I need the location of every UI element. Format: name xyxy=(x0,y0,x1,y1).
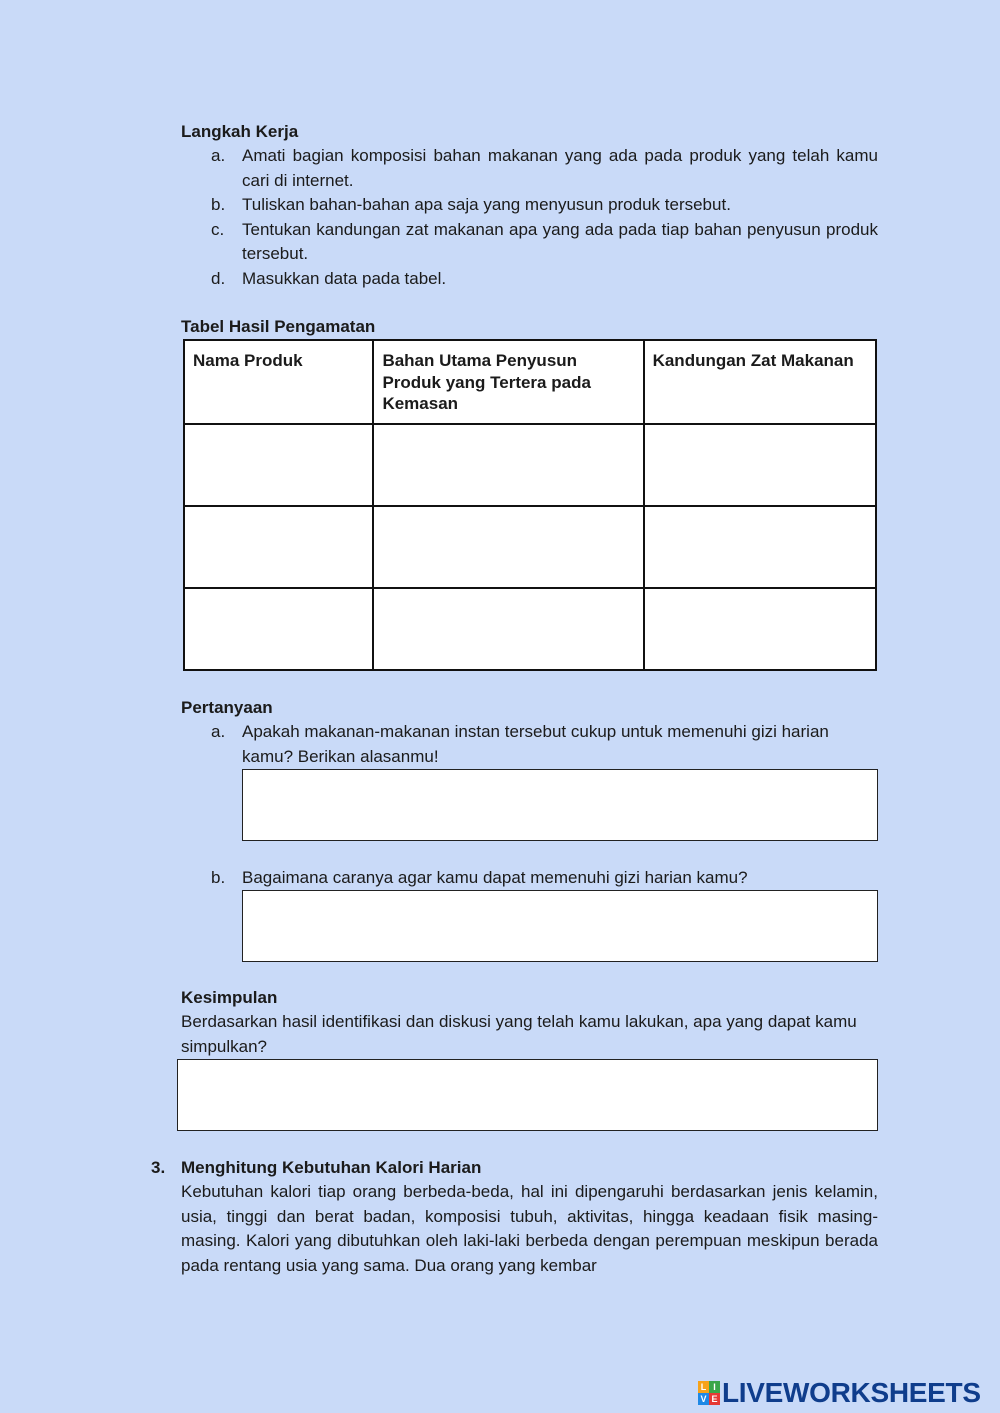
section-number: 3. xyxy=(151,1158,166,1177)
kesimpulan-answer-input[interactable] xyxy=(177,1059,878,1131)
table-cell-input[interactable] xyxy=(373,588,643,670)
logo-letter-v: V xyxy=(698,1393,709,1405)
table-row xyxy=(184,506,876,588)
table-cell-input[interactable] xyxy=(373,506,643,588)
logo-text: LIVEWORKSHEETS xyxy=(722,1377,981,1408)
question-b xyxy=(211,866,878,891)
list-marker: d. xyxy=(211,268,226,288)
table-row xyxy=(184,588,876,670)
section-paragraph: Kebutuhan kalori tiap orang berbeda-beda, hal ini dipengaruhi berdasarkan jenis kelamin, usia, tinggi dan berat badan, komposisi tubuh, aktivitas, hingga keadaan fisik masing-masing. Kalori yang dibutuhkan oleh laki-laki berbeda dengan perempuan meskipun berada pada rentang usia yang sama. Dua orang yang kembar xyxy=(181,1182,878,1275)
liveworksheets-logo xyxy=(698,1378,981,1408)
list-item-text: Tentukan kandungan zat makanan apa yang ada pada tiap bahan penyusun produk tersebut. xyxy=(242,219,878,263)
list-item xyxy=(211,193,878,218)
table-cell-input[interactable] xyxy=(644,588,876,670)
question-a-text: Apakah makanan-makanan instan tersebut cukup untuk memenuhi gizi harian kamu? Berikan alasanmu! xyxy=(242,722,829,766)
kesimpulan-text: Berdasarkan hasil identifikasi dan diskusi yang telah kamu lakukan, apa yang dapat kamu simpulkan? xyxy=(181,1012,857,1056)
table-row xyxy=(184,424,876,506)
list-item xyxy=(211,866,878,891)
table-cell-input[interactable] xyxy=(184,424,373,506)
list-marker: b. xyxy=(211,195,226,214)
list-item-text: Amati bagian komposisi bahan makanan yang ada pada produk yang telah kamu cari di internet. xyxy=(242,146,878,190)
question-a xyxy=(211,720,851,769)
kesimpulan-title: Kesimpulan xyxy=(181,988,278,1007)
question-b-text: Bagaimana caranya agar kamu dapat memenuhi gizi harian kamu? xyxy=(242,868,748,887)
column-header-kandungan-zat: Kandungan Zat Makanan xyxy=(644,340,876,424)
list-marker: a. xyxy=(211,146,226,165)
logo-letter-e: E xyxy=(709,1393,720,1405)
list-item xyxy=(211,144,878,193)
list-item xyxy=(211,267,878,292)
answer-b-input[interactable] xyxy=(242,890,878,962)
table-cell-input[interactable] xyxy=(644,506,876,588)
table-cell-input[interactable] xyxy=(184,506,373,588)
list-item xyxy=(211,720,851,769)
logo-mark-icon xyxy=(698,1381,720,1405)
pertanyaan-title: Pertanyaan xyxy=(181,698,273,717)
table-cell-input[interactable] xyxy=(644,424,876,506)
answer-a-input[interactable] xyxy=(242,769,878,841)
table-cell-input[interactable] xyxy=(184,588,373,670)
list-item-text: Masukkan data pada tabel. xyxy=(242,268,447,288)
list-marker: c. xyxy=(211,219,225,239)
column-header-nama-produk: Nama Produk xyxy=(184,340,373,424)
logo-letter-l: L xyxy=(698,1381,709,1393)
table-cell-input[interactable] xyxy=(373,424,643,506)
column-header-bahan-utama: Bahan Utama Penyusun Produk yang Tertera pada Kemasan xyxy=(373,340,643,424)
list-item-text: Tuliskan bahan-bahan apa saja yang menyusun produk tersebut. xyxy=(242,195,731,214)
logo-letter-i: I xyxy=(709,1381,720,1393)
list-item xyxy=(211,218,878,267)
langkah-kerja-title: Langkah Kerja xyxy=(181,122,299,141)
list-marker: b. xyxy=(211,868,226,887)
list-marker: a. xyxy=(211,722,226,741)
observation-table xyxy=(183,339,877,671)
table-title: Tabel Hasil Pengamatan xyxy=(181,317,376,336)
section-title: Menghitung Kebutuhan Kalori Harian xyxy=(181,1158,482,1177)
table-header-row xyxy=(184,340,876,424)
langkah-kerja-list xyxy=(211,144,878,291)
